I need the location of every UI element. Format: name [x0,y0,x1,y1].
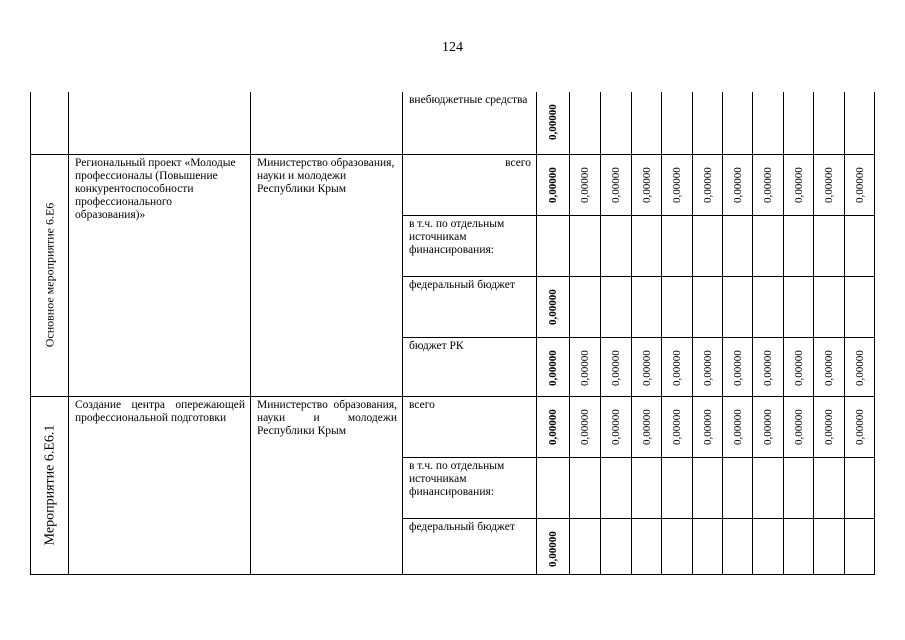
year-value-cell [662,457,693,518]
year-value: 0,00000 [640,408,653,445]
year-value-cell [632,276,662,337]
year-value-cell [662,396,693,457]
year-value-cell [723,337,753,396]
table-row [31,92,875,154]
year-value-cell [814,276,845,337]
year-value-cell [570,276,601,337]
total-value: 0,00000 [547,288,559,325]
year-value-cell [570,457,601,518]
year-value: 0,00000 [579,349,591,386]
year-value: 0,00000 [640,166,653,203]
year-value-cell [845,518,875,574]
code-cell [31,92,69,154]
year-value-cell [601,457,632,518]
total-value: 0,00000 [547,530,559,567]
year-value: 0,00000 [640,349,653,386]
year-value-cell [662,92,693,154]
year-value-cell [845,215,875,276]
year-value: 0,00000 [731,349,744,386]
executor-cell [251,92,403,154]
year-value-cell [632,92,662,154]
year-value-cell [570,92,601,154]
source-cell: бюджет РК [403,337,537,396]
year-value-cell [632,518,662,574]
source-cell: федеральный бюджет [403,276,537,337]
year-value: 0,00000 [579,408,591,445]
year-value-cell [784,518,814,574]
year-value-cell [784,215,814,276]
year-value-cell [784,457,814,518]
year-value-cell [814,337,845,396]
year-value-cell [723,92,753,154]
year-value-cell [632,337,662,396]
total-cell [537,396,570,457]
year-value-cell [693,337,723,396]
year-value: 0,00000 [701,349,714,386]
year-value-cell [723,154,753,215]
table-row [31,396,875,457]
year-value: 0,00000 [792,166,805,203]
year-value: 0,00000 [823,349,835,386]
year-value: 0,00000 [671,349,683,386]
year-value-cell [784,92,814,154]
year-value: 0,00000 [731,166,744,203]
year-value: 0,00000 [610,408,622,445]
year-value-cell [845,154,875,215]
year-value-cell [601,215,632,276]
year-value-cell [601,276,632,337]
year-value-cell [814,518,845,574]
name-cell: Региональный проект «Молодые профессионалы (Повышение конкурентоспособности профессионального образования)» [69,154,251,396]
year-value-cell [601,396,632,457]
table-row [31,154,875,215]
total-value: 0,00000 [547,408,559,445]
name-cell: Создание центра опережающей профессиональной подготовки [69,396,251,574]
source-cell: всего [403,154,537,215]
year-value-cell [814,92,845,154]
year-value-cell [723,518,753,574]
year-value-cell [601,337,632,396]
year-value-cell [662,215,693,276]
year-value-cell [693,154,723,215]
code-cell: Основное мероприятие 6.Е6 [31,154,69,396]
year-value-cell [693,92,723,154]
year-value-cell [753,154,784,215]
year-value-cell [814,215,845,276]
total-cell [537,337,570,396]
year-value-cell [662,276,693,337]
year-value-cell [662,518,693,574]
year-value: 0,00000 [762,408,774,445]
year-value: 0,00000 [731,408,744,445]
year-value: 0,00000 [610,166,622,203]
year-value-cell [693,396,723,457]
year-value-cell [753,92,784,154]
year-value: 0,00000 [671,166,683,203]
year-value-cell [662,154,693,215]
year-value: 0,00000 [792,349,805,386]
year-value-cell [784,396,814,457]
year-value-cell [723,276,753,337]
year-value: 0,00000 [853,166,866,203]
total-cell [537,154,570,215]
year-value: 0,00000 [823,408,835,445]
year-value: 0,00000 [579,166,591,203]
year-value-cell [784,154,814,215]
source-cell: всего [403,396,537,457]
page-number: 124 [442,40,463,55]
code-cell: Мероприятие 6.Е6.1 [31,396,69,574]
source-cell: в т.ч. по отдельным источникам финансирования: [403,215,537,276]
year-value-cell [601,154,632,215]
year-value-cell [814,457,845,518]
year-value-cell [753,518,784,574]
year-value-cell [570,215,601,276]
source-cell: федеральный бюджет [403,518,537,574]
total-cell [537,457,570,518]
name-cell [69,92,251,154]
year-value-cell [632,457,662,518]
year-value-cell [723,215,753,276]
total-value: 0,00000 [547,166,559,203]
year-value-cell [632,215,662,276]
executor-cell: Министерство образования, науки и молодежи Республики Крым [251,396,403,574]
year-value-cell [845,92,875,154]
executor-cell: Министерство образования, науки и молодежи Республики Крым [251,154,403,396]
year-value: 0,00000 [853,349,866,386]
total-cell [537,92,570,154]
year-value-cell [693,518,723,574]
total-cell [537,276,570,337]
year-value-cell [601,92,632,154]
year-value: 0,00000 [701,408,714,445]
year-value-cell [632,396,662,457]
year-value-cell [845,276,875,337]
year-value-cell [570,396,601,457]
year-value: 0,00000 [701,166,714,203]
year-value-cell [570,518,601,574]
year-value-cell [814,396,845,457]
year-value: 0,00000 [823,166,835,203]
year-value-cell [693,276,723,337]
year-value-cell [845,337,875,396]
year-value-cell [753,215,784,276]
source-cell: в т.ч. по отдельным источникам финансирования: [403,457,537,518]
total-value: 0,00000 [547,349,559,386]
budget-table [30,92,875,575]
year-value: 0,00000 [792,408,805,445]
year-value-cell [845,396,875,457]
year-value-cell [784,337,814,396]
year-value-cell [753,276,784,337]
year-value: 0,00000 [853,408,866,445]
year-value-cell [570,154,601,215]
year-value: 0,00000 [610,349,622,386]
total-cell [537,518,570,574]
year-value-cell [632,154,662,215]
year-value-cell [601,518,632,574]
total-value: 0,00000 [547,104,559,140]
year-value-cell [753,457,784,518]
year-value: 0,00000 [671,408,683,445]
year-value-cell [570,337,601,396]
year-value-cell [814,154,845,215]
total-cell [537,215,570,276]
year-value-cell [753,396,784,457]
year-value: 0,00000 [762,349,774,386]
year-value-cell [845,457,875,518]
year-value-cell [723,457,753,518]
source-cell: внебюджетные средства [403,92,537,154]
year-value-cell [693,215,723,276]
year-value-cell [662,337,693,396]
year-value-cell [784,276,814,337]
year-value-cell [753,337,784,396]
year-value-cell [723,396,753,457]
year-value-cell [693,457,723,518]
year-value: 0,00000 [762,166,774,203]
